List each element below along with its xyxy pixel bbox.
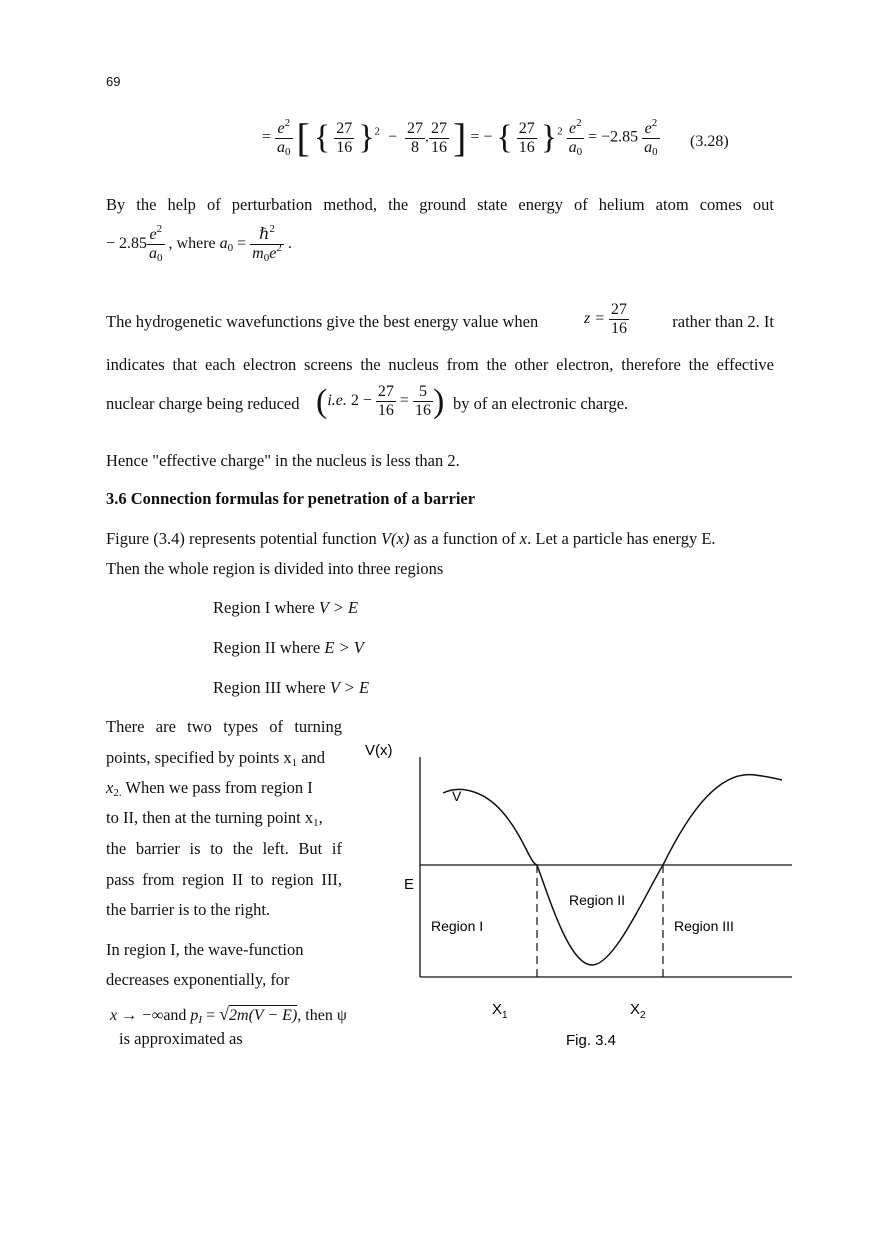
curve-label: V [452,788,462,804]
x1-label: $X_1$ [492,1001,508,1021]
figure-3-4 [360,735,800,1065]
wavefunction-line-4: is approximated as [119,1029,243,1048]
hydrogenic-line-1-end: rather than 2. It [672,312,774,331]
energy-label: E [404,876,415,893]
region-ii-label: Region II [569,892,626,908]
wavefunction-condition: x → −∞and $p_I = √2m(V - E)$, then ψ [110,1004,347,1026]
effective-charge-text: Hence "effective charge" in the nucleus is less than 2. [106,451,460,470]
equation-number: (3.28) [690,133,729,150]
potential-curve [443,775,782,965]
z-value: z = $\frac{27}{16}$ [584,301,628,337]
wavefunction-line-2: decreases exponentially, for [106,970,290,989]
turning-line-6: pass from region II to region III, [106,870,342,889]
x2-label: $X_2$ [630,1001,646,1021]
region-ii-condition: Region II where E > V [213,638,364,657]
hydrogenic-line-2: indicates that each electron screens the nucleus from the other electron, therefore the effective [106,355,774,374]
y-axis-label: V(x) [365,742,393,759]
region-iii-condition: Region III where V > E [213,678,370,697]
section-intro-line-1: Figure (3.4) represents potential function V(x) as a function of x. Let a particle has energy E. [106,529,716,548]
figure-caption: Fig. 3.4 [566,1032,617,1049]
turning-line-7: the barrier is to the right. [106,900,271,919]
section-intro-line-2: Then the whole region is divided into three regions [106,559,444,578]
region-i-condition: Region I where V > E [213,598,359,617]
wavefunction-line-1: In region I, the wave-function [106,940,304,959]
turning-line-4: to II, then at the turning point $x_1$, [106,808,323,829]
reduction-expression: (i.e. 2 − $\frac{27}{16}$ = $\frac{5}{16}$ ) [316,382,445,420]
equation-3-28: = $\frac{e^2}{a_0}$ [ { $\frac{27}{16}$ }$^2$ − $\frac{27}{8}$ . $\frac{27}{16}$ ] = − { $\frac{27}{16}$ }$^2$ $\frac{e^2}{a_0}$ = −2.85 $\frac{e^2}{a_0}$ [262,115,658,160]
region-i-label: Region I [431,918,484,934]
hydrogenic-line-1: The hydrogenetic wavefunctions give the best energy value when [106,312,539,331]
section-heading: 3.6 Connection formulas for penetration of a barrier [106,489,476,508]
perturbation-text: By the help of perturbation method, the ground state energy of helium atom comes out [106,195,774,214]
hydrogenic-line-3: nuclear charge being reduced [106,394,300,413]
page-number: 69 [106,74,121,89]
turning-line-3: $x_{2.}$ When we pass from region I [106,778,313,799]
turning-line-2: points, specified by points $x_1$ and [106,748,326,769]
turning-line-1: There are two types of turning [106,717,342,736]
turning-line-5: the barrier is to the left. But if [106,839,342,858]
region-iii-label: Region III [674,918,734,934]
ground-state-energy: − 2.85 $\frac{e^2}{a_0}$ , where $a_0$ = $\frac{\hbar^2}{m_0e^2}$ . [106,223,292,264]
hydrogenic-line-3-end: by of an electronic charge. [453,394,629,413]
